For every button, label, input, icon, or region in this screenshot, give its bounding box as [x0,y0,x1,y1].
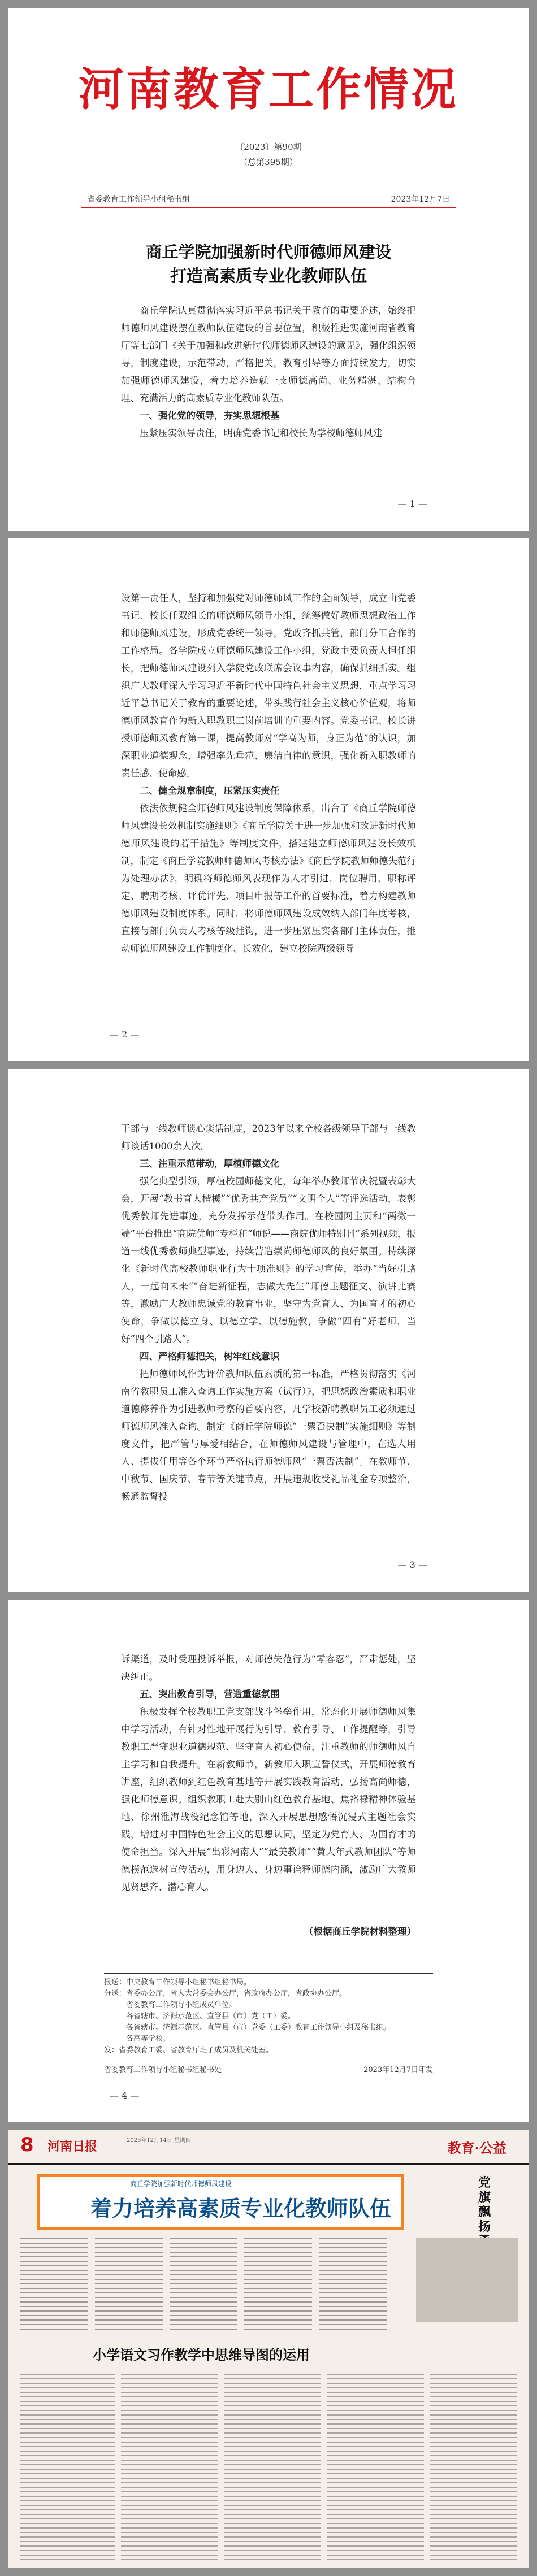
article-body-2 [121,589,416,957]
newspaper-clipping [8,2130,529,2568]
total-issue-line: （总第395期） [239,157,298,167]
section-2-paragraph-cont: 干部与一线教师谈心谈话制度，2023年以来全校各级领导干部与一线教师谈话1000余人次。 [121,1123,416,1152]
distribution-line: 各省辖市、济源示范区、直管县（市）党（工）委。 [126,2012,296,2021]
page-number-1: — 1 — [397,498,427,509]
printer-row [104,2064,433,2074]
intro-paragraph: 商丘学院认真贯彻落实习近平总书记关于教育的重要论述，始终把师德师风建设摆在教师队伍建设的首要位置，积极推进实施河南省教育厅等七部门《关于加强和改进新时代师德师风建设的意见》，强化组织领导，制度建设，示范带动，严格把关，教育引导等方面持续发力，切实加强师德师风建设，着力培养造就一支师德高尚、业务精湛、结构合理、充满活力的高素质专业化教师队伍。 [121,305,416,403]
section-heading-1: 一、强化党的领导，夯实思想根基 [140,410,280,421]
article-title-line-2: 打造高素质专业化教师队伍 [170,266,367,285]
newspaper-date: 2023年12月14日 星期四 [127,2138,192,2144]
column-gap [218,2370,224,2562]
article-title-line-1: 商丘学院加强新时代师德师风建设 [145,242,392,262]
article-body-1 [121,302,416,442]
distribution-footer [104,1970,433,2082]
masthead: 河南教育工作情况 [79,63,458,116]
section-1-paragraph-cont: 设第一责任人，坚持和加强党对师德师风工作的全面领导，成立由党委书记、校长任双组长的师德师风领导小组，统筹做好教师思想政治工作和师德师风建设，形成党委统一领导，党政齐抓共管，部门分工合作的工作格局。各学院成立师德师风建设工作小组，党政主要负责人担任组长，把师德师风建设列入学院党政联席会议事内容，确保抓细抓实。组织广大教师深入学习习近平新时代中国特色社会主义思想，重点学习习近平总书记关于教育的重要论述，带头践行社会主义核心价值观，将师德师风教育作为新入职教职工岗前培训的重要内容。党委书记、校长讲授师德师风教育第一课，提高教师对“学高为师，身正为范”的认识，加深职业道德观念，增强率先垂范、廉洁自律的意识，强化新入职教师的责任感、使命感。 [121,593,416,779]
newspaper-photo [416,2238,518,2322]
issue-date: 2023年12月7日 [391,195,450,204]
newspaper-section: 教育·公益 [447,2140,506,2156]
banner-headline: 着力培养高素质专业化教师队伍 [90,2196,392,2221]
text-column [20,2235,88,2331]
text-column [170,2235,237,2331]
page-number-4: — 4 — [110,2090,140,2101]
footer-rule-top [104,1973,433,1974]
banner-kicker: 商丘学院加强新时代师德师风建设 [130,2180,232,2188]
section-4-paragraph: 把师德师风作为评价教师队伍素质的第一标准，严格贯彻落实《河南省教职员工准入查询工作实施方案（试行）》，把思想政治素质和职业道德修养作为引进教师考察的首要内容，凡学校新聘教职员工必须通过师德师风准入查询。制定《商丘学院师德“一票否决制”实施细则》等制度文件，把严管与厚爱相结合，在师德师风建设与管理中，在选人用人、提拔任用等各个环节严格执行师德师风“一票否决制”。在教师节、中秋节、国庆节、春节等关键节点，开展违规收受礼品礼金专项整治，畅通监督投 [121,1369,416,1502]
section-heading-3: 三、注重示范带动，厚植师德文化 [140,1158,280,1169]
section-2-paragraph: 依法依规健全师德师风建设制度保障体系，出台了《商丘学院师德师风建设长效机制实施细则》《商丘学院关于进一步加强和改进新时代师德师风建设的若干措施》等制度文件，搭建建立师德师风建设长效机制，制定《商丘学院教师师德师风考核办法》《商丘学院教师师德失范行为处理办法》，明确将师德师风表现作为人才引进，岗位聘用、职称评定、聘期考核、评优评先、项目申报等工作的首要标准，着力构建教师德师风建设制度体系。同时，将师德师风建设成效纳入部门年度考核，直接与部门负责人考核等级挂钩，进一步压紧压实各部门主体责任，推动师德师风建设工作制度化、长效化，建立校院两级领导 [121,803,416,954]
bulletin-page-2 [8,538,529,1061]
second-headline: 小学语文习作教学中思维导图的运用 [93,2347,310,2363]
distribution-line: 发：省委教育工委、省教育厅班子成员及机关处室。 [104,2046,274,2054]
distribution-line: 报送：中央教育工作领导小组秘书组秘书局。 [104,1978,252,1987]
column-gap [321,2370,327,2562]
article-body-3 [121,1120,416,1505]
distribution-line: 各高等学校。 [126,2035,171,2043]
section-4-paragraph-cont: 诉渠道，及时受理投诉举报，对师德失范行为“零容忍”，严肃惩处，坚决纠正。 [121,1654,416,1682]
source-note: （根据商丘学院材料整理） [304,1926,416,1937]
issue-line: 〔2023〕第90期 [235,142,302,152]
newspaper-name: 河南日报 [47,2139,98,2154]
distribution-line: 各省辖市、济源示范区、直管县（市）党委（工委）教育工作领导小组及秘书组。 [126,2023,391,2032]
section-3-paragraph: 强化典型引领，厚植校园师德文化，每年举办教师节庆祝暨表彰大会，开展“教书育人楷模”“优秀共产党员”“文明个人”等评选活动，表彰优秀教师先进事迹，充分发挥示范带头作用。在校园网主页和“两微一端”平台推出“商院优师”专栏和“师说——商院优师特别刊”系列视频，报道一线优秀教师典型事迹，持续营造崇尚师德师风的良好氛围。持续深化《新时代高校教师职业行为十项准则》的学习宣传，举办“当好引路人，一起向未来”“奋进新征程，志做大先生”师德主题征文、演讲比赛等，激励广大教师忠诚党的教育事业，坚守为党育人、为国育才的初心使命，争做以德立身、以德立学、以德施教，争做“四有”好老师，当好“四个引路人”。 [121,1176,416,1344]
highlighted-article-banner [37,2174,404,2230]
distribution-line: 省委教育工作领导小组成员单位。 [126,2001,237,2009]
side-headline: 党旗飘扬 [478,2175,491,2234]
text-column [319,2235,387,2331]
column-gap [424,2370,430,2562]
section-heading-2: 二、健全规章制度，压紧压实责任 [140,785,280,796]
page-number-3: — 3 — [397,1559,427,1570]
print-date: 2023年12月7日印发 [363,2066,433,2074]
bulletin-page-3 [8,1069,529,1592]
newspaper-header [8,2130,529,2165]
section-heading-4: 四、严格师德把关，树牢红线意识 [140,1351,280,1362]
publisher: 省委教育工作领导小组秘书组 [87,195,190,204]
article-body-4 [121,1650,416,1940]
text-column [244,2235,312,2331]
article-columns [20,2235,393,2336]
second-article-text [20,2370,517,2562]
red-divider [81,207,456,208]
section-1-paragraph-start: 压紧压实领导责任，明确党委书记和校长为学校师德师风建 [140,428,382,438]
bulletin-page-4 [8,1600,529,2122]
column-gap [115,2370,121,2562]
page-number-2: — 2 — [110,1029,140,1040]
newspaper-page-number: 8 [20,2134,34,2156]
printer: 省委教育工作领导小组秘书组秘书处 [104,2066,222,2074]
distribution-line: 分送：省委办公厅，省人大常委会办公厅，省政府办公厅，省政协办公厅。 [104,1989,347,1998]
section-5-paragraph: 积极发挥全校教职工党支部战斗堡垒作用，常态化开展师德师风集中学习活动，有针对性地开展行为引导、教育引导、工作提醒等，引导教职工严守职业道德规范、坚守育人初心使命，注重教师的师德师风自主学习和自我提升。在新教师节，新教师入职宣誓仪式，开展师德教育讲座，组织教师到红色教育基地等开展实践教育活动，弘扬高尚师德，强化师德意识。组织教职工赴大别山红色教育基地、焦裕禄精神体验基地、徐州淮海战役纪念馆等地，深入开展思想感悟沉浸式主题社会实践，增进对中国特色社会主义的思想认同，坚定为党育人、为国育才的使命担当。深入开展“出彩河南人”“最美教师”“黄大年式教师团队”等师德模范选树宣传活动，用身边人、身边事诠释师德内涵，激励广大教师见贤思齐、潜心育人。 [121,1706,416,1892]
text-column [95,2235,163,2331]
bulletin-page-1 [8,8,529,531]
section-heading-5: 五、突出教育引导，营造重德氛围 [140,1689,280,1700]
